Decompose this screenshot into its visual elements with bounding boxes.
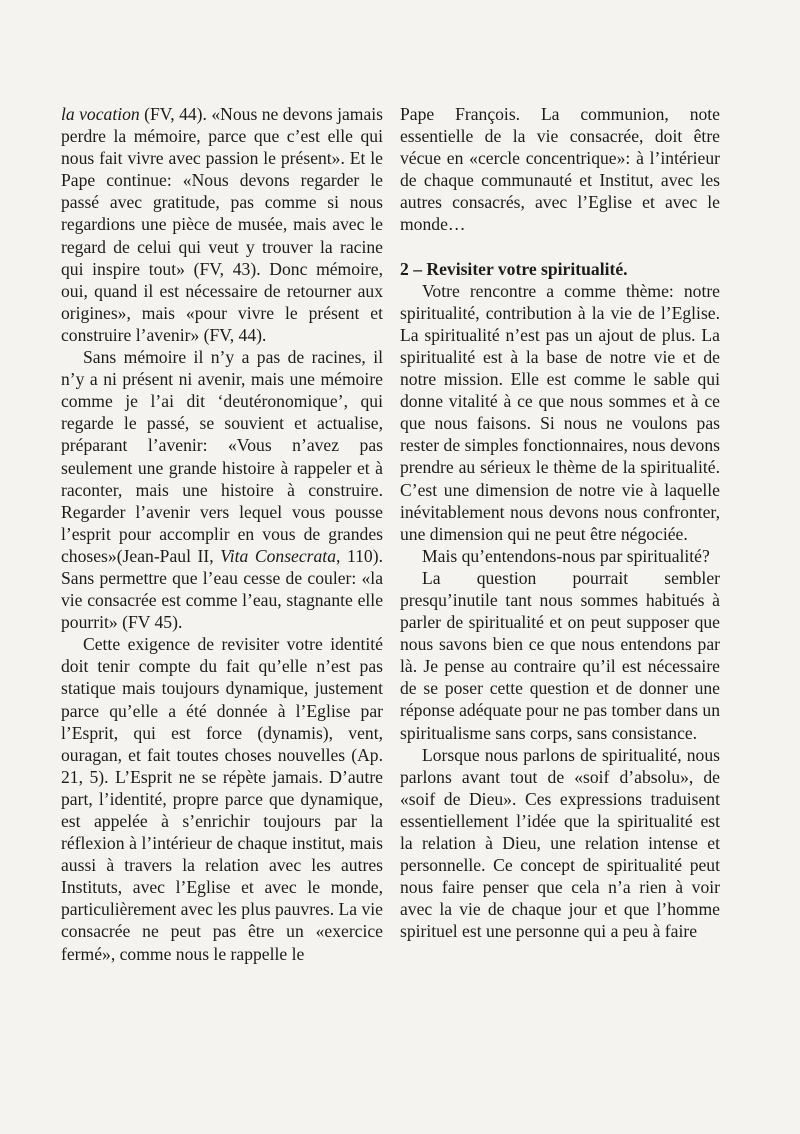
paragraph: Mais qu’entendons-nous par spiritualité? — [422, 545, 710, 566]
section-heading: 2 – Revisiter votre spiritualité. — [400, 258, 628, 279]
italic-title: Vita Consecrata — [220, 545, 336, 566]
paragraph — [61, 103, 383, 346]
paragraph-text: (FV, 44). «Nous ne devons jamais perdre la mémoire, parce que c’est elle qui nous fait vivre avec passion le présent». Et le Pape continue: «Nous devons regarder le passé avec gratitude, pas comme si nous regardions une pièce de musée, mais avec le regard de celui qui veut y trouver la racine qui inspire tout» (FV, 43). Donc mémoire, oui, quand il est nécessaire de retourner aux origines», mais «pour vivre le présent et construire l’avenir» (FV, 44). — [61, 104, 383, 345]
left-column — [61, 103, 383, 965]
right-column — [400, 103, 720, 942]
paragraph: Cette exigence de revisiter votre identité doit tenir compte du fait qu’elle n’est pas statique mais toujours dynamique, justement parce qu’elle a été donnée à l’Eglise par l’Esprit, qui est force (dynamis), vent, ouragan, et fait toutes choses nouvelles (Ap. 21, 5). L’Esprit ne se répète jamais. D’autre part, l’identité, propre parce que dynamique, est appelée à s’enrichir toujours par la réflexion à l’intérieur de chaque institut, mais aussi à travers la relation avec les autres Instituts, avec l’Eglise et avec le monde, particulièrement avec les plus pauvres. La vie consacrée ne peut pas être un «exercice fermé», comme nous le rappelle le — [61, 634, 383, 964]
paragraph — [61, 346, 383, 633]
paragraph: Votre rencontre a comme thème: notre spiritualité, contribution à la vie de l’Eglise. La spiritualité n’est pas un ajout de plus. La spiritualité est à la base de notre vie et de notre mission. Elle est comme le sable qui donne vitalité à ce que nous sommes et à ce que nous faisons. Si nous ne voulons pas rester de simples fonctionnaires, nous devons prendre au sérieux le thème de la spiritualité. C’est une dimension de notre vie à laquelle inévitablement nous devons nous confronter, une dimension qui ne peut être négociée. — [400, 280, 720, 544]
italic-lead: la vocation — [61, 104, 140, 124]
paragraph-text: Sans mémoire il n’y a pas de racines, il n’y a ni présent ni avenir, mais une mémoire comme je l’ai dit ‘deutéronomique’, qui regarde le passé, se souvient et actualise, préparant l’avenir: «Vous n’avez pas seulement une grande histoire à rappeler et à raconter, mais une histoire à construire. Regarder l’avenir vers lequel vous pousse l’esprit pour accomplir en vous de grandes choses»(Jean-Paul II, — [61, 347, 383, 566]
paragraph: Lorsque nous parlons de spiritualité, nous parlons avant tout de «soif d’absolu», de «soif de Dieu». Ces expressions traduisent essentiellement l’idée que la spiritualité est la relation à Dieu, une relation intense et personnelle. Ce concept de spiritualité peut nous faire penser que cela n’a rien à voir avec la vie de chaque jour et que l’homme spirituel est une personne qui a peu à faire — [400, 744, 720, 942]
paragraph: La question pourrait sembler presqu’inutile tant nous sommes habitués à parler de spiritualité et on peut supposer que nous savons bien ce que nous entendons par là. Je pense au contraire qu’il est nécessaire de se poser cette question et de donner une réponse adéquate pour ne pas tomber dans un spiritualisme sans corps, sans consistance. — [400, 567, 721, 743]
paragraph: Pape François. La communion, note essentielle de la vie consacrée, doit être vécue en «cercle concentrique»: à l’intérieur de chaque communauté et Institut, avec les autres consacrés, avec l’Eglise et avec le monde… — [400, 104, 720, 235]
paragraph-text: , 110). Sans permettre que l’eau cesse de couler: «la vie consacrée est comme l’eau, stagnante elle pourrit» (FV 45). — [61, 545, 383, 633]
